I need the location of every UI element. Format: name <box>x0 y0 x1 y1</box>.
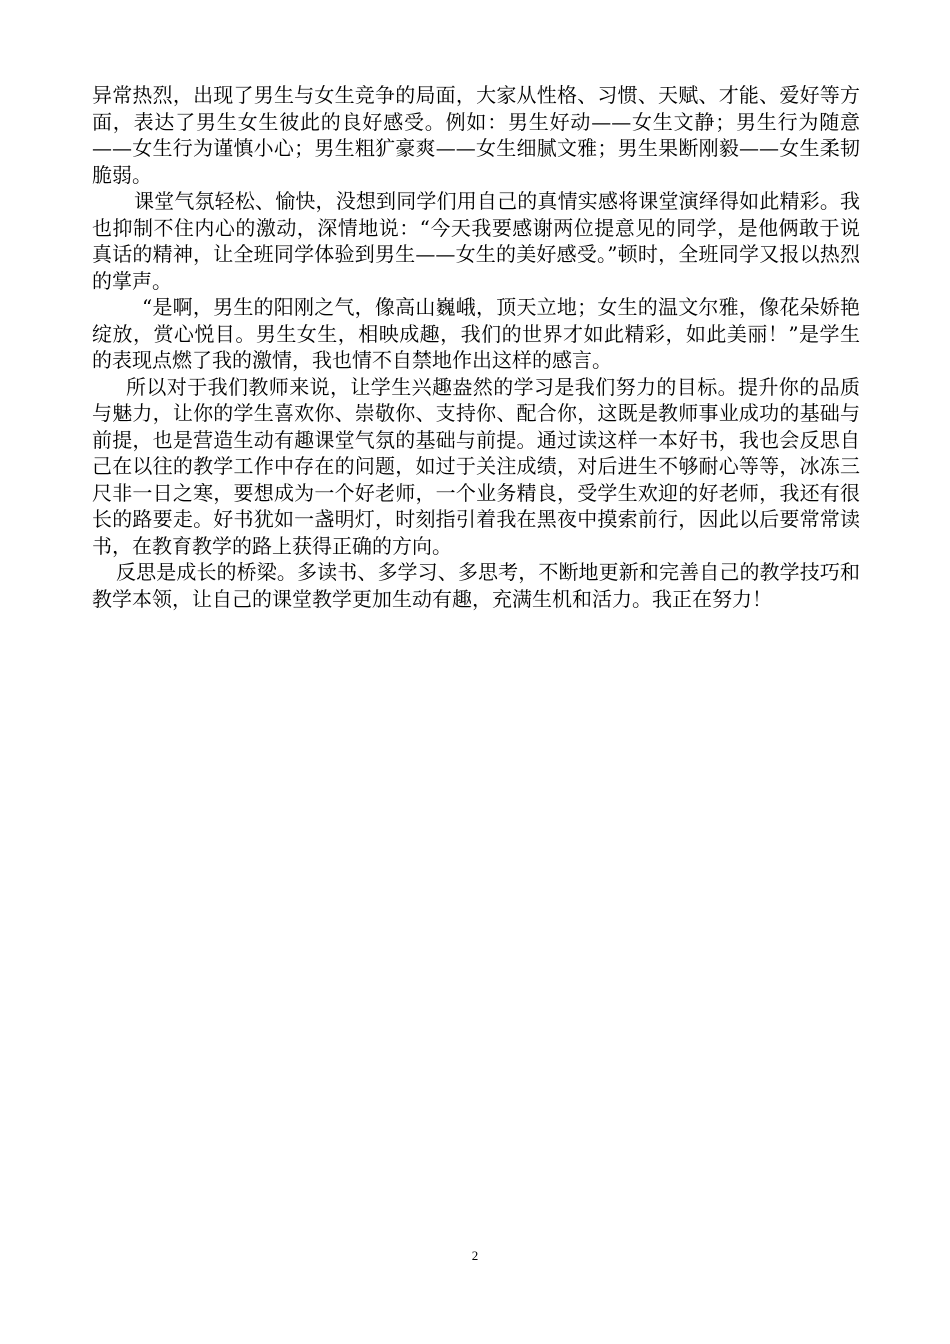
paragraph-1: 异常热烈，出现了男生与女生竞争的局面，大家从性格、习惯、天赋、才能、爱好等方面，表达了男生女生彼此的良好感受。例如：男生好动——女生文静；男生行为随意——女生行为谨慎小心；男生粗犷豪爽——女生细腻文雅；男生果断刚毅——女生柔韧脆弱。 <box>92 83 860 187</box>
paragraph-3: “是啊，男生的阳刚之气，像高山巍峨，顶天立地；女生的温文尔雅，像花朵娇艳绽放，赏心悦目。男生女生，相映成趣，我们的世界才如此精彩，如此美丽！”是学生的表现点燃了我的激情，我也情不自禁地作出这样的感言。 <box>92 295 860 372</box>
paragraph-2: 课堂气氛轻松、愉快，没想到同学们用自己的真情实感将课堂演绎得如此精彩。我也抑制不住内心的激动，深情地说：“今天我要感谢两位提意见的同学，是他俩敢于说真话的精神，让全班同学体验到男生——女生的美好感受。”顿时，全班同学又报以热烈的掌声。 <box>92 189 860 293</box>
paragraph-4: 所以对于我们教师来说，让学生兴趣盎然的学习是我们努力的目标。提升你的品质与魅力，让你的学生喜欢你、崇敬你、支持你、配合你，这既是教师事业成功的基础与前提，也是营造生动有趣课堂气氛的基础与前提。通过读这样一本好书，我也会反思自己在以往的教学工作中存在的问题，如过于关注成绩，对后进生不够耐心等等，冰冻三尺非一日之寒，要想成为一个好老师，一个业务精良，受学生欢迎的好老师，我还有很长的路要走。好书犹如一盏明灯，时刻指引着我在黑夜中摸索前行，因此以后要常常读书，在教育教学的路上获得正确的方向。 <box>92 374 860 558</box>
paragraph-5: 反思是成长的桥梁。多读书、多学习、多思考，不断地更新和完善自己的教学技巧和教学本领，让自己的课堂教学更加生动有趣，充满生机和活力。我正在努力！ <box>92 560 860 611</box>
page-number: 2 <box>471 1248 479 1263</box>
document-body <box>92 82 860 612</box>
